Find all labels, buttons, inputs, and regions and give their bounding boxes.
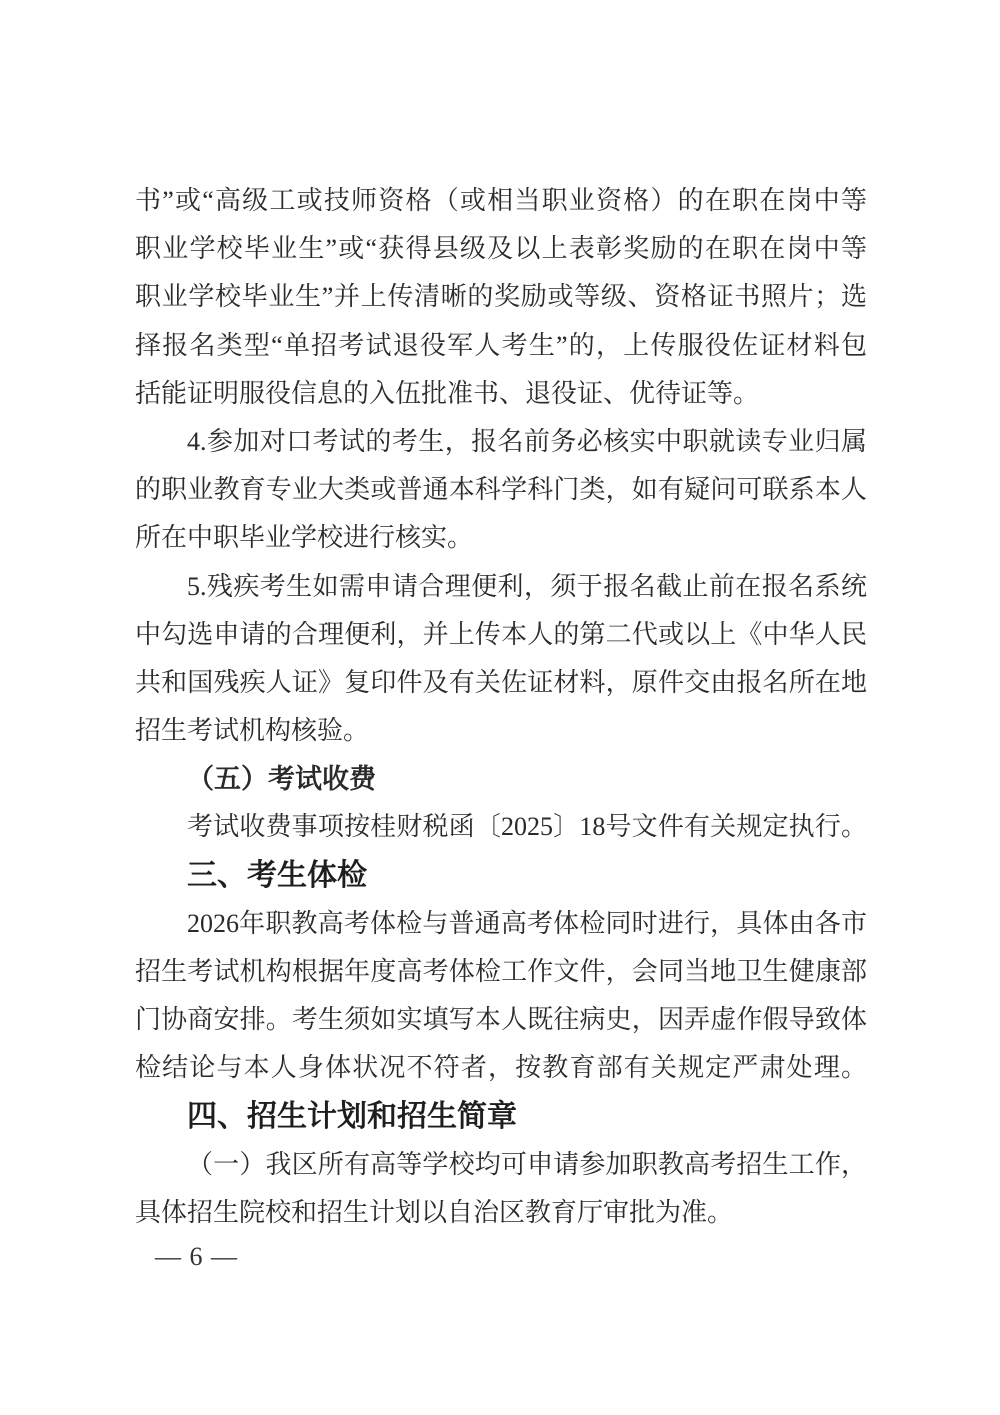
body-text-line: 招生考试机构核验。	[135, 716, 370, 746]
body-text-line: 2026年职教高考体检与普通高考体检同时进行，具体由各市	[187, 908, 867, 938]
body-text-line: 考试收费事项按桂财税函〔2025〕18号文件有关规定执行。	[187, 812, 867, 842]
section-heading-enrollment-plan: 四、招生计划和招生简章	[187, 1099, 517, 1133]
body-text-line: （一）我区所有高等学校均可申请参加职教高考招生工作，	[187, 1149, 867, 1179]
body-text-line: 具体招生院校和招生计划以自治区教育厅审批为准。	[135, 1197, 734, 1227]
body-text-line: 职业学校毕业生”并上传清晰的奖励或等级、资格证书照片；选	[135, 282, 867, 312]
body-text-line: 括能证明服役信息的入伍批准书、退役证、优待证等。	[135, 378, 760, 408]
body-text-line: 的职业教育专业大类或普通本科学科门类，如有疑问可联系本人	[135, 475, 867, 505]
body-text-line: 检结论与本人身体状况不符者，按教育部有关规定严肃处理。	[135, 1053, 867, 1083]
body-text-line: 中勾选申请的合理便利，并上传本人的第二代或以上《中华人民	[135, 619, 867, 649]
body-text-line: 择报名类型“单招考试退役军人考生”的，上传服役佐证材料包	[135, 330, 867, 360]
subsection-heading-exam-fees: （五）考试收费	[187, 764, 376, 795]
section-heading-physical-exam: 三、考生体检	[187, 858, 367, 892]
page-number: — 6 —	[155, 1242, 238, 1271]
body-text-line: 共和国残疾人证》复印件及有关佐证材料，原件交由报名所在地	[135, 667, 867, 697]
body-text-line: 招生考试机构根据年度高考体检工作文件，会同当地卫生健康部	[135, 957, 867, 986]
document-body	[135, 177, 867, 1237]
body-text-line: 门协商安排。考生须如实填写本人既往病史，因弄虚作假导致体	[135, 1005, 867, 1035]
body-text-line-item-5: 5.残疾考生如需申请合理便利，须于报名截止前在报名系统	[187, 571, 867, 601]
body-text-line: 职业学校毕业生”或“获得县级及以上表彰奖励的在职在岗中等	[135, 234, 867, 264]
body-text-line-item-4: 4.参加对口考试的考生，报名前务必核实中职就读专业归属	[187, 426, 867, 456]
body-text-line: 书”或“高级工或技师资格（或相当职业资格）的在职在岗中等	[135, 186, 867, 215]
body-text-line: 所在中职毕业学校进行核实。	[135, 523, 474, 553]
